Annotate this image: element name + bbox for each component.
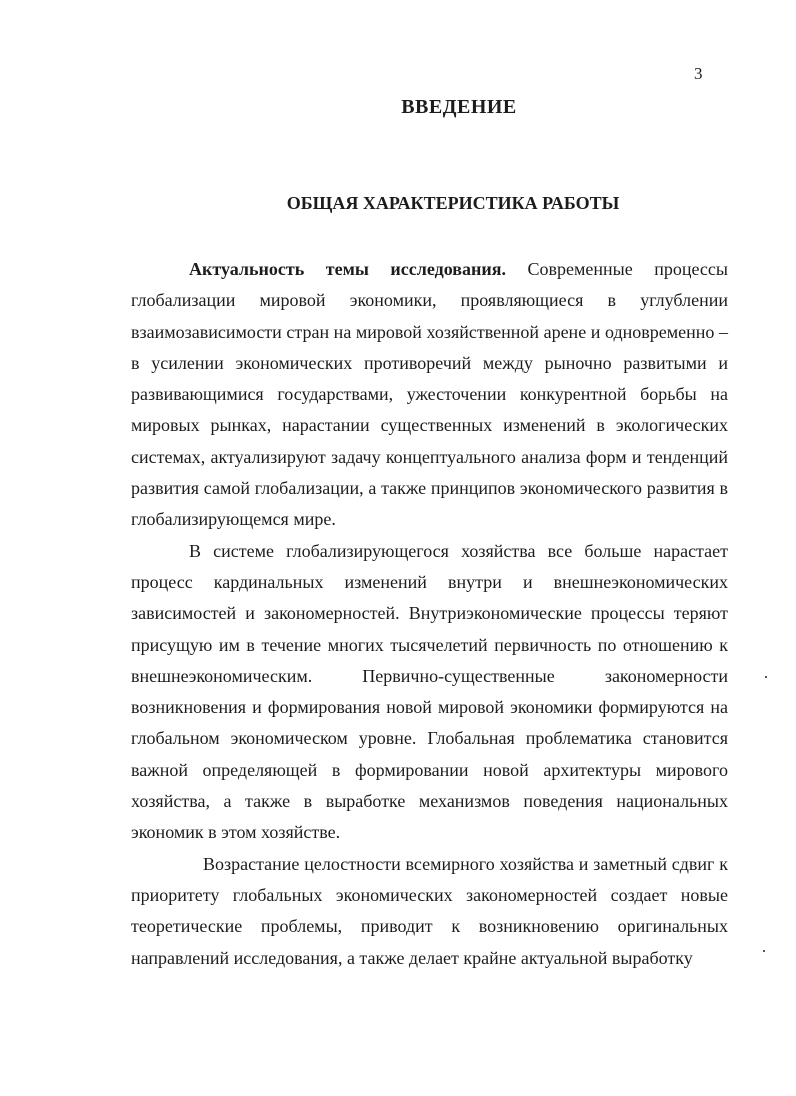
paragraph-2: В системе глобализирующегося хозяйства все больше нарастает процесс кардинальных изменений внутри и внешнеэкономических зависимостей и закономерностей. Внутриэкономические процессы теряют присущую им в течение многих тысячелетий первичность по отношению к внешнеэкономическим. Первично-существенные закономерности возникновения и формирования новой мировой экономики формируются на глобальном экономическом уровне. Глобальная проблематика становится важной определяющей в формировании новой архитектуры мирового хозяйства, а также в выработке механизмов поведения национальных экономик в этом хозяйстве.	[131, 540, 728, 843]
section-subtitle: ОБЩАЯ ХАРАКТЕРИСТИКА РАБОТЫ	[286, 193, 620, 213]
scan-speck	[763, 950, 765, 952]
paragraph-1	[131, 254, 728, 536]
paragraph-text: Современные процессы глобализации мировой экономики, проявляющиеся в углублении взаимозависимости стран на мировой хозяйственной арене и одновременно – в усилении экономических противоречий между рыночно развитыми и развивающимися государствами, ужесточении конкурентной борьбы на мировых рынках, нарастании существенных изменений в экологических системах, актуализируют задачу концептуального анализа форм и тенденций развития самой глобализации, а также принципов экономического развития в глобализирующемся мире.	[131, 259, 728, 530]
section-title: ВВЕДЕНИЕ	[401, 96, 517, 118]
paragraph-3: Возрастание целостности всемирного хозяйства и заметный сдвиг к приоритету глобальных экономических закономерностей создает новые теоретические проблемы, приводит к возникновению оригинальных направлений исследования, а также делает крайне актуальной выработку	[131, 853, 728, 968]
body-text	[131, 254, 728, 974]
page-number: 3	[694, 64, 703, 83]
paragraph-lead: Актуальность темы исследования.	[189, 259, 506, 279]
scan-speck	[765, 676, 767, 678]
